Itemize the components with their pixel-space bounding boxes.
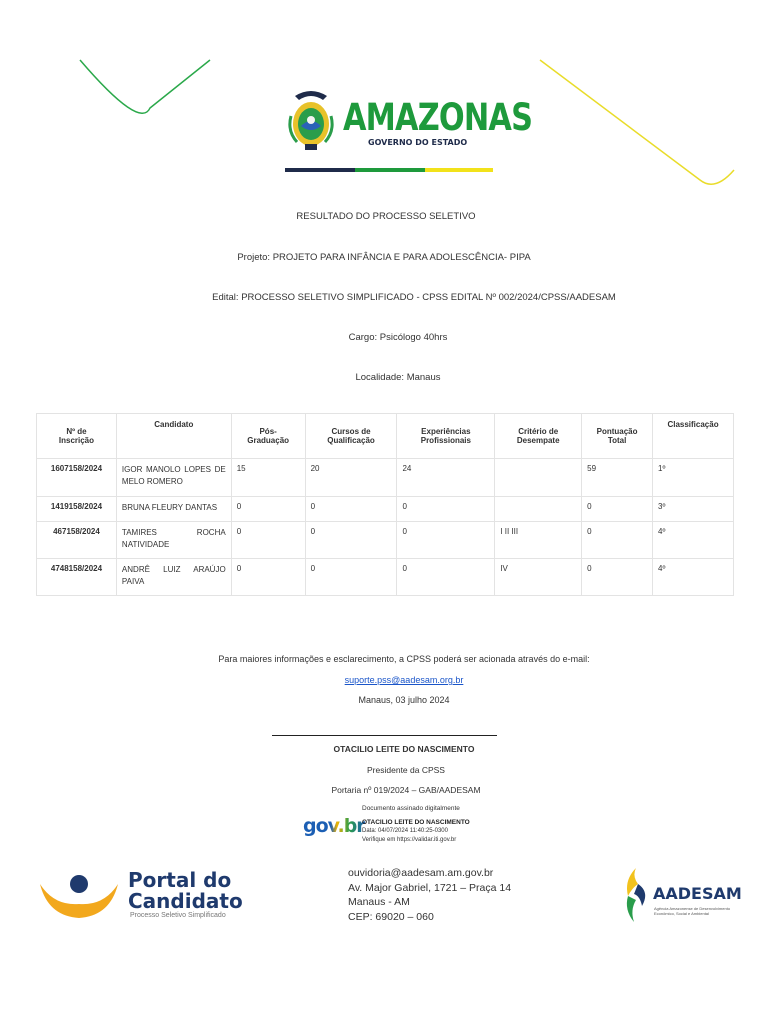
col-inscricao-l2: Inscrição	[58, 436, 95, 445]
date-line: Manaus, 03 julho 2024	[358, 695, 450, 705]
col-pont-l1: Pontuação	[596, 427, 638, 436]
portaria-line: Portaria nº 019/2024 – GAB/AADESAM	[331, 785, 481, 795]
cell-pos-graduacao: 0	[231, 497, 305, 522]
col-pos-l1: Pós-	[259, 427, 277, 436]
portal-candidato-logo-icon	[38, 872, 120, 922]
cell-experiencias: 0	[397, 497, 495, 522]
brand-name: AMAZONAS	[343, 96, 533, 139]
cell-criterio	[495, 497, 582, 522]
brand-subtitle: GOVERNO DO ESTADO	[368, 138, 468, 147]
cargo-line: Cargo: Psicólogo 40hrs	[348, 332, 448, 343]
edital-line: Edital: PROCESSO SELETIVO SIMPLIFICADO - CPSS EDITAL Nº 002/2024/CPSS/AADESAM	[212, 292, 616, 303]
cell-criterio: IV	[495, 559, 582, 596]
cell-pos-graduacao: 15	[231, 459, 305, 497]
footer-address	[348, 866, 511, 924]
col-crit-l1: Critério de	[518, 427, 559, 436]
col-inscricao-l1: Nº de	[66, 427, 87, 436]
cell-experiencias: 0	[397, 522, 495, 559]
cell-classificacao: 3º	[653, 497, 734, 522]
digital-signature-date: Data: 04/07/2024 11:40:25-0300	[362, 828, 448, 834]
cell-cursos: 20	[305, 459, 397, 497]
cell-candidato: ANDRÊ LUIZ ARAÚJO PAIVA	[116, 559, 231, 596]
col-criterio	[495, 414, 582, 459]
cell-pontuacao: 0	[582, 559, 653, 596]
cell-pontuacao: 59	[582, 459, 653, 497]
col-experiencias	[397, 414, 495, 459]
signature-line	[272, 735, 497, 736]
col-cursos-l2: Qualificação	[327, 436, 375, 445]
cell-inscricao: 4748158/2024	[37, 559, 117, 596]
localidade-line: Localidade: Manaus	[355, 372, 441, 383]
col-pontuacao	[582, 414, 653, 459]
govbr-logo	[303, 815, 365, 837]
table-row	[37, 559, 734, 596]
info-line: Para maiores informações e esclarecimento, a CPSS poderá ser acionada através do e-mail:	[218, 654, 590, 664]
color-bar-navy	[285, 168, 355, 172]
table-header-row	[37, 414, 734, 459]
color-bar-yellow	[425, 168, 493, 172]
table-row	[37, 459, 734, 497]
cell-inscricao: 1419158/2024	[37, 497, 117, 522]
cell-criterio: I II III	[495, 522, 582, 559]
col-pont-l2: Total	[607, 436, 627, 445]
cell-inscricao: 467158/2024	[37, 522, 117, 559]
footer-email[interactable]: ouvidoria@aadesam.am.gov.br	[348, 867, 494, 879]
green-arc-line	[80, 60, 210, 113]
cell-cursos: 0	[305, 522, 397, 559]
cell-classificacao: 1º	[653, 459, 734, 497]
col-candidato	[116, 414, 231, 459]
footer-cep: CEP: 69020 – 060	[348, 910, 434, 923]
digital-signature-label: Documento assinado digitalmente	[362, 805, 460, 812]
cell-pos-graduacao: 0	[231, 559, 305, 596]
footer-street: Av. Major Gabriel, 1721 – Praça 14	[348, 881, 512, 894]
col-pos-graduacao	[231, 414, 305, 459]
cell-criterio	[495, 459, 582, 497]
col-exp-l2: Profissionais	[420, 436, 471, 445]
results-table	[36, 413, 734, 596]
contact-email-link[interactable]: suporte.pss@aadesam.org.br	[344, 675, 464, 685]
digital-signature-verify: Verifique em https://validar.iti.gov.br	[362, 837, 457, 843]
cell-cursos: 0	[305, 559, 397, 596]
signer-role: Presidente da CPSS	[367, 765, 445, 775]
signer-name: OTACILIO LEITE DO NASCIMENTO	[333, 744, 475, 754]
document-title: RESULTADO DO PROCESSO SELETIVO	[296, 211, 476, 222]
portal-title-line1: Portal do	[128, 868, 232, 892]
portal-title	[128, 870, 243, 912]
col-classificacao	[653, 414, 734, 459]
amazonas-coat-of-arms-icon	[283, 86, 339, 156]
cell-pos-graduacao: 0	[231, 522, 305, 559]
contact-email-wrap	[20, 675, 768, 685]
portal-subtitle: Processo Seletivo Simplificado	[130, 912, 226, 919]
footer-city: Manaus - AM	[348, 896, 410, 908]
cell-experiencias: 0	[397, 559, 495, 596]
cell-candidato: TAMIRES ROCHA NATIVIDADE	[116, 522, 231, 559]
col-inscricao	[37, 414, 117, 459]
portal-title-line2: Candidato	[128, 889, 243, 913]
govbr-logo-text: gov.br	[303, 815, 365, 837]
project-line: Projeto: PROJETO PARA INFÂNCIA E PARA ADOLESCÊNCIA- PIPA	[237, 252, 531, 263]
table-row	[37, 497, 734, 522]
table-row	[37, 522, 734, 559]
cell-inscricao: 1607158/2024	[37, 459, 117, 497]
aadesam-logo-icon	[620, 866, 652, 926]
cell-pontuacao: 0	[582, 522, 653, 559]
cell-cursos: 0	[305, 497, 397, 522]
col-exp-l1: Experiências	[421, 427, 471, 436]
col-cursos	[305, 414, 397, 459]
cell-candidato: BRUNA FLEURY DANTAS	[116, 497, 231, 522]
col-class-label: Classificação	[667, 420, 719, 429]
cell-experiencias: 24	[397, 459, 495, 497]
color-bar-green	[355, 168, 425, 172]
cell-classificacao: 4º	[653, 522, 734, 559]
cell-pontuacao: 0	[582, 497, 653, 522]
aadesam-subtitle: Agência Amazonense de Desenvolvimento Econômico, Social e Ambiental	[654, 906, 731, 916]
col-crit-l2: Desempate	[516, 436, 560, 445]
aadesam-name: AADESAM	[653, 884, 742, 903]
cell-candidato: IGOR MANOLO LOPES DE MELO ROMERO	[116, 459, 231, 497]
digital-signer-name: OTACILIO LEITE DO NASCIMENTO	[362, 819, 470, 826]
yellow-arc-line	[540, 60, 734, 184]
cell-classificacao: 4º	[653, 559, 734, 596]
col-pos-l2: Graduação	[247, 436, 290, 445]
col-cursos-l1: Cursos de	[331, 427, 371, 436]
col-candidato-label: Candidato	[154, 420, 194, 429]
